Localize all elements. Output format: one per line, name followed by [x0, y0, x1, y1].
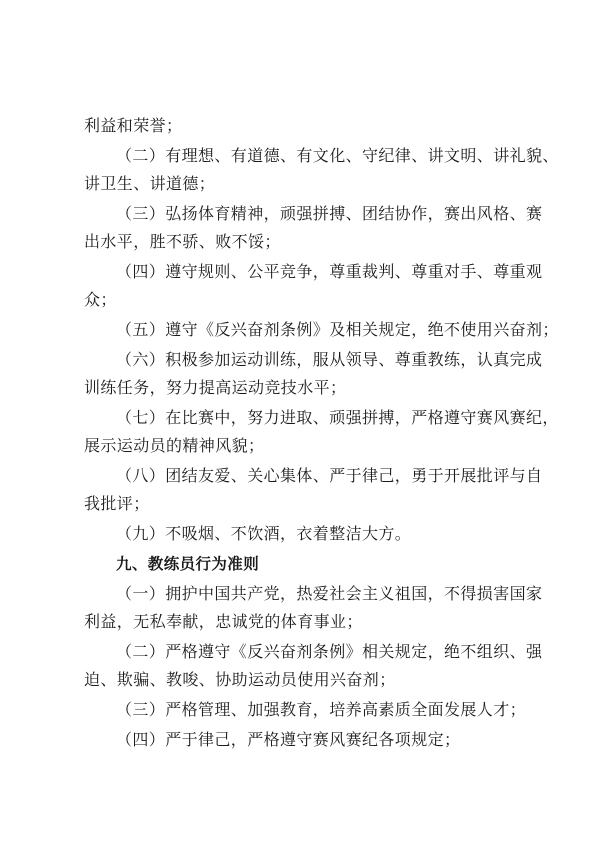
text-line: （五）遵守《反兴奋剂条例》及相关规定，绝不使用兴奋剂； [116, 320, 559, 339]
text-line: （四）遵守规则、公平竞争，尊重裁判、尊重对手、尊重观 [116, 262, 543, 281]
section-heading: 九、教练员行为准则 [116, 555, 260, 573]
text-line: （三）严格管理、加强教育，培养高素质全面发展人才； [116, 700, 527, 719]
text-line: （三）弘扬体育精神，顽强拼搏、团结协作，赛出风格、赛 [116, 204, 543, 223]
text-line: （七）在比赛中，努力进取、顽强拼搏，严格遵守赛风赛纪， [116, 408, 559, 427]
text-line: 出水平，胜不骄、败不馁； [84, 232, 281, 251]
text-line: （九）不吸烟、不饮酒，衣着整洁大方。 [116, 524, 412, 543]
text-line: 利益，无私奉献，忠诚党的体育事业； [84, 612, 363, 631]
text-line: （一）拥护中国共产党，热爱社会主义祖国，不得损害国家 [116, 584, 543, 603]
text-line: （四）严于律己，严格遵守赛风赛纪各项规定； [116, 730, 461, 749]
text-line: 训练任务，努力提高运动竞技水平； [84, 378, 347, 397]
text-line: 众； [84, 290, 117, 309]
text-line: 讲卫生、讲道德； [84, 174, 216, 193]
text-line: （二）严格遵守《反兴奋剂条例》相关规定，绝不组织、强 [116, 642, 543, 661]
text-line: （八）团结友爱、关心集体、严于律己，勇于开展批评与自 [116, 466, 543, 485]
text-line: 展示运动员的精神风貌； [84, 436, 265, 455]
text-line: 利益和荣誉； [84, 116, 183, 135]
text-line: （二）有理想、有道德、有文化、守纪律、讲文明、讲礼貌、 [116, 146, 559, 165]
text-line: 我批评； [84, 494, 150, 513]
text-line: 迫、欺骗、教唆、协助运动员使用兴奋剂； [84, 670, 396, 689]
text-line: （六）积极参加运动训练，服从领导、尊重教练，认真完成 [116, 350, 543, 369]
